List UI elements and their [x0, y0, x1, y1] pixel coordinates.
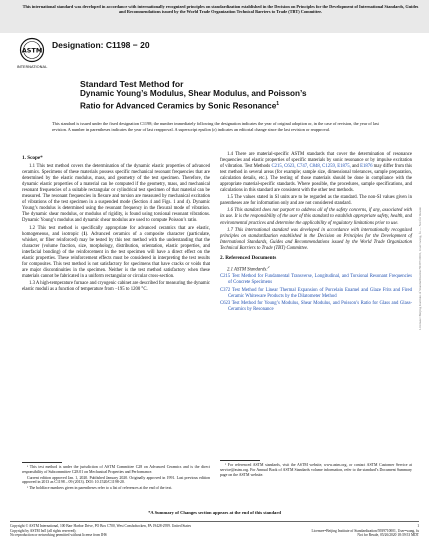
paragraph-1-7: 1.7 This international standard was developed in accordance with internationally recognized principles on standardization established in the Decision on Principles for the Development of International Standards, Guides and Recommendations issued by the World Trade Organization Technical Barriers to Trade (TBT) Committee.	[220, 227, 412, 251]
copyright-text: Copyright © ASTM International, 100 Barr Harbor Drive, PO Box C700, West Conshohocken, PA 19428-2959. United States	[10, 524, 192, 528]
standard-link-e1876[interactable]: E1876	[360, 164, 373, 170]
notice-text: This international standard was developed in accordance with internationally recognized principles on standardization established in the Decision on Principles for the Development of International Standards, Guides and Recommendations issued by the World Trade Organization Technical Barriers to Trade (TBT) Committee.	[22, 4, 419, 15]
right-column	[220, 152, 412, 314]
title-line-3: Ratio for Advanced Ceramics by Sonic Resonance$^1$	[80, 101, 280, 111]
designation: Designation: C1198 − 20	[52, 40, 150, 50]
footnote-divider	[220, 460, 260, 461]
license-text: Copyright by ASTM Int'l (all rights reserved);	[10, 528, 77, 533]
logo-text: INTERNATIONAL	[16, 64, 48, 69]
astm-international-logo-icon	[16, 37, 48, 71]
reference-code-link[interactable]: C623	[220, 300, 231, 306]
reference-item: C372 Test Method for Linear Thermal Expansion of Porcelain Enamel and Glaze Frits and Fired Ceramic Whiteware Products by the Dilatometer Method	[220, 287, 412, 299]
reference-code-link[interactable]: C372	[220, 287, 231, 293]
paragraph-1-5: 1.5 The values stated in SI units are to be regarded as the standard. The non-SI values given in parentheses are for information only and are not considered standard.	[220, 195, 412, 207]
astm-logo	[16, 37, 48, 71]
left-column	[22, 152, 210, 294]
paragraph-1-3: 1.3 A high-temperature furnace and cryogenic cabinet are described for measuring the dynamic elastic moduli as a function of temperature from −195 to 1200 °C.	[22, 280, 210, 292]
paragraph-1-2: 1.2 This test method is specifically appropriate for advanced ceramics that are elastic, homogeneous, and isotropic (1). Advanced ceramics of a composite character (particulate, whisker, or fiber reinforced) may be tested by this test method with the understanding that the character (volume fraction, size, morphology, distribution, orientation, elastic properties, and interfacial bonding) of the reinforcement in the test specimen will have a direct effect on the elastic properties. These reinforcement effects must be considered in interpreting the test results for composites. This test method is not satisfactory for specimens that have cracks or voids that are major discontinuities in the specimen. Neither is the test method satisfactory when these materials cannot be fabricated in a uniform rectangular or circular cross-section.	[22, 225, 210, 279]
right-footnotes	[220, 463, 412, 478]
footnote: ² The boldface numbers given in parentheses refer to a list of references at the end of the text.	[27, 486, 173, 491]
designation-intro: This standard is issued under the fixed designation C1198; the number immediately following the designation indicates the year of original adoption or, in the case of revision, the year of last revision. A number in parentheses indicates the year of last reapproval. A superscript epsilon (ε) indicates an editorial change since the last revision or reapproval.	[52, 121, 379, 132]
footnote-divider	[22, 462, 62, 463]
reference-link[interactable]: 1	[83, 231, 86, 237]
title-line-2: Dynamic Young’s Modulus, Shear Modulus, and Poisson’s	[80, 89, 307, 98]
section-heading-referenced-documents: 2. Referenced Documents	[220, 254, 277, 261]
footnote: Current edition approved Jan. 1, 2020. Published January 2020. Originally approved in 1991. Last previous edition approved in 2013 as C1198 – 09 (2013). DOI: 10.1520/C1198-20.	[22, 475, 210, 485]
astm-standards-label: 2.1 ASTM Standards:$^2$	[227, 264, 270, 273]
footnote: ² For referenced ASTM standards, visit the ASTM website, www.astm.org, or contact ASTM Customer Service at service@astm.org. For Annual Book of ASTM Standards volume information, refer to the standard’s Document Summary page on the ASTM website.	[220, 463, 412, 477]
reproduction-notice: No reproduction or networking permitted without license from IHS	[10, 533, 107, 537]
side-license-watermark: Licensee=Beijing Institute of Standardization/5939710001, User=wang, fu — Not for Resale	[418, 207, 422, 330]
left-footnotes	[22, 465, 210, 492]
document-title	[80, 79, 380, 112]
title-line-1: Standard Test Method for	[80, 79, 184, 89]
paragraph-1-6: 1.6 This standard does not purport to address all of the safety concerns, if any, associated with its use. It is the responsibility of the user of this standard to establish appropriate safety, health, and environmental practices and determine the applicability of regulatory limitations prior to use.	[220, 208, 412, 226]
section-heading-scope: 1. Scope*	[22, 155, 43, 161]
licensee-text: Licensee=Beijing Institute of Standardization/5939710001, User=wang, fu	[311, 528, 419, 533]
reference-code-link[interactable]: C215	[220, 274, 231, 280]
reference-item: C623 Test Method for Young’s Modulus, Shear Modulus, and Poisson’s Ratio for Glass and Glass-Ceramics by Resonance	[220, 300, 412, 312]
paragraph-1-4: 1.4 There are material-specific ASTM standards that cover the determination of resonance frequencies and elastic properties of specific materials by sonic resonance or by impulse excitation of vibration. Test Methods C215, C623, C747, C848, C1259, E1875, and E1876 may differ from this test method in several areas (for example; sample size, dimensional tolerances, sample preparation, calculation details, etc.). The testing of those materials should be done in compliance with the appropriate material-specific standards. Where possible, the procedures, sample specifications, and calculations in this standard are consistent with the other test methods.	[220, 152, 412, 194]
standards-notice-banner	[0, 0, 429, 33]
reference-item: C215 Test Method for Fundamental Transverse, Longitudinal, and Torsional Resonant Frequencies of Concrete Specimens	[220, 274, 412, 286]
standards-links[interactable]: C215, C623, C747, C848, C1259, E1875,	[271, 164, 351, 170]
summary-of-changes-note: *A Summary of Changes section appears at the end of this standard	[148, 510, 281, 515]
title-footnote-marker[interactable]: 1	[276, 101, 280, 107]
page-number: 1	[417, 524, 419, 528]
page-footer	[10, 521, 419, 538]
paragraph-1-1: 1.1 This test method covers the determination of the dynamic elastic properties of advanced ceramics. Specimens of these materials possess specific mechanical resonant frequencies that are determined by the elastic modulus, mass, and geometry of the test specimen. Therefore, the dynamic elastic properties of a material can be computed if the geometry, mass, and mechanical resonant frequencies of a suitable rectangular or cylindrical test specimen of that material can be measured. The resonant frequencies in flexure and torsion are measured by mechanical excitation of vibrations of the test specimen in a suspended mode (Section 4 and Figs. 1 and 4). Dynamic Young’s modulus is determined using the resonant frequency in the flexural mode of vibration. The dynamic shear modulus, or modulus of rigidity, is found using torsional resonant vibrations. Dynamic Young’s modulus and dynamic shear modulus are used to compute Poisson’s ratio.	[22, 164, 210, 224]
footnote: ¹ This test method is under the jurisdiction of ASTM Committee C28 on Advanced Ceramics and is the direct responsibility of Subcommittee C28.01 on Mechanical Properties and Performance.	[22, 465, 210, 474]
svg-text:ASTM: ASTM	[21, 46, 43, 55]
resale-notice: Not for Resale, 05/26/2020 18:39:53 MDT	[357, 533, 419, 537]
